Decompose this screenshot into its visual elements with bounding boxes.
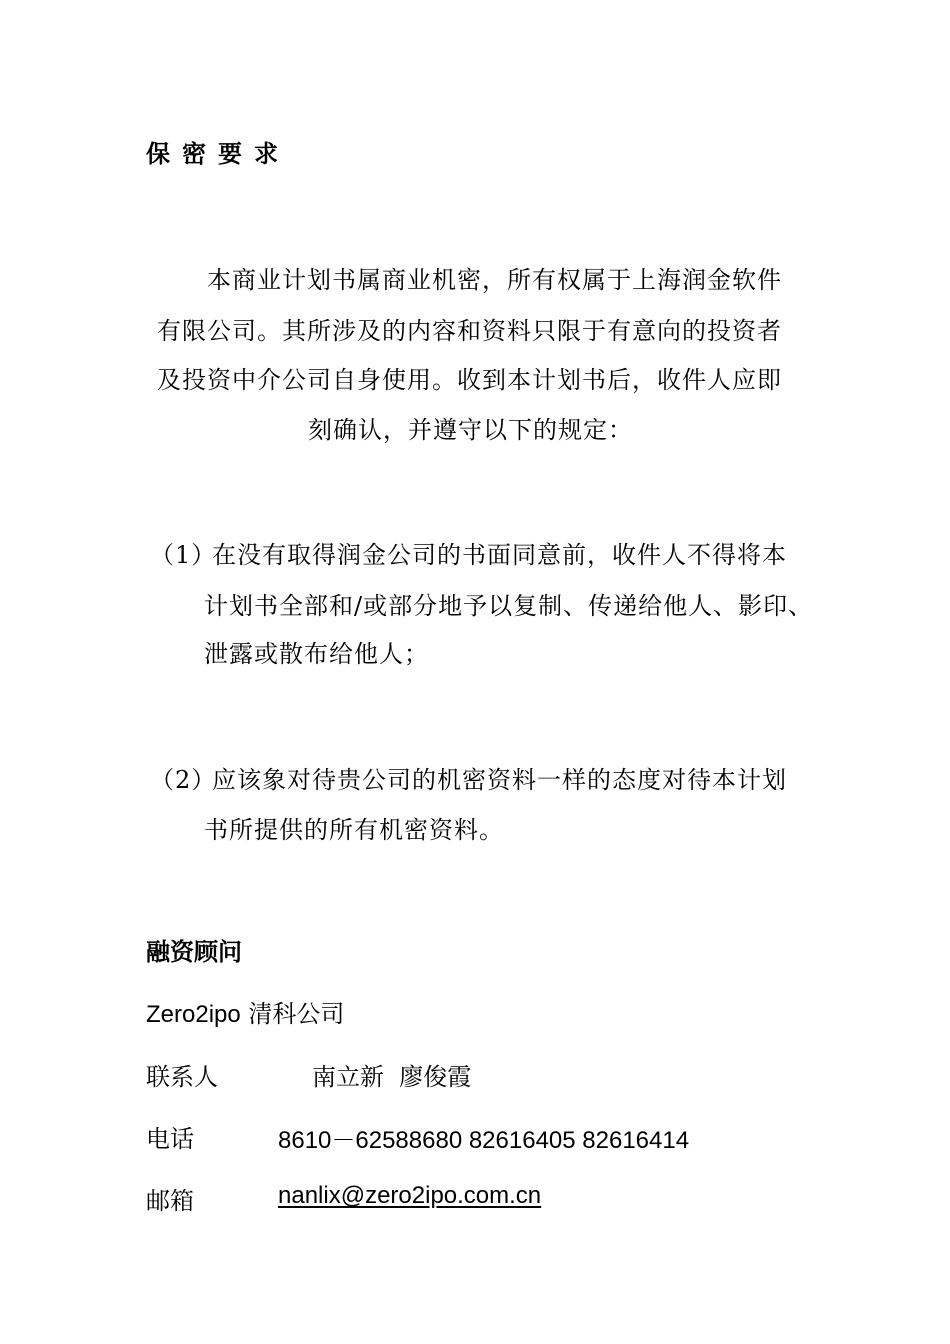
clause-2-line-2: 书所提供的所有机密资料。 (204, 816, 504, 844)
clause-1-number: （1） (150, 541, 217, 569)
email-label: 邮箱 (146, 1187, 194, 1215)
confidentiality-title: 保密要求 (146, 139, 290, 168)
advisor-company (146, 994, 344, 1029)
clause-1-line-1: 在没有取得润金公司的书面同意前，收件人不得将本 (212, 541, 787, 569)
clause-1-line-3: 泄露或散布给他人； (204, 640, 429, 668)
clause-1-line-2: 计划书全部和/或部分地予以复制、传递给他人、影印、 (204, 592, 814, 620)
intro-line-2: 有限公司。其所涉及的内容和资料只限于有意向的投资者 (157, 317, 782, 345)
contact-person-label: 联系人 (146, 1063, 218, 1091)
intro-line-4: 刻确认，并遵守以下的规定： (308, 416, 633, 444)
email-link[interactable]: nanlix@zero2ipo.com.cn (278, 1182, 542, 1209)
clause-2-number: （2） (150, 766, 217, 794)
contact-person-names: 南立新 廖俊霞 (312, 1063, 472, 1091)
advisor-section-title: 融资顾问 (146, 937, 242, 966)
intro-line-1: 本商业计划书属商业机密，所有权属于上海润金软件 (207, 266, 782, 294)
advisor-company-cn: 清科公司 (248, 1000, 345, 1028)
phone-label: 电话 (146, 1125, 194, 1153)
intro-line-3: 及投资中介公司自身使用。收到本计划书后，收件人应即 (157, 366, 782, 394)
phone-value: 8610－62588680 82616405 82616414 (278, 1127, 690, 1154)
clause-2-line-1: 应该象对待贵公司的机密资料一样的态度对待本计划 (212, 766, 787, 794)
advisor-company-en: Zero2ipo (146, 1001, 241, 1028)
